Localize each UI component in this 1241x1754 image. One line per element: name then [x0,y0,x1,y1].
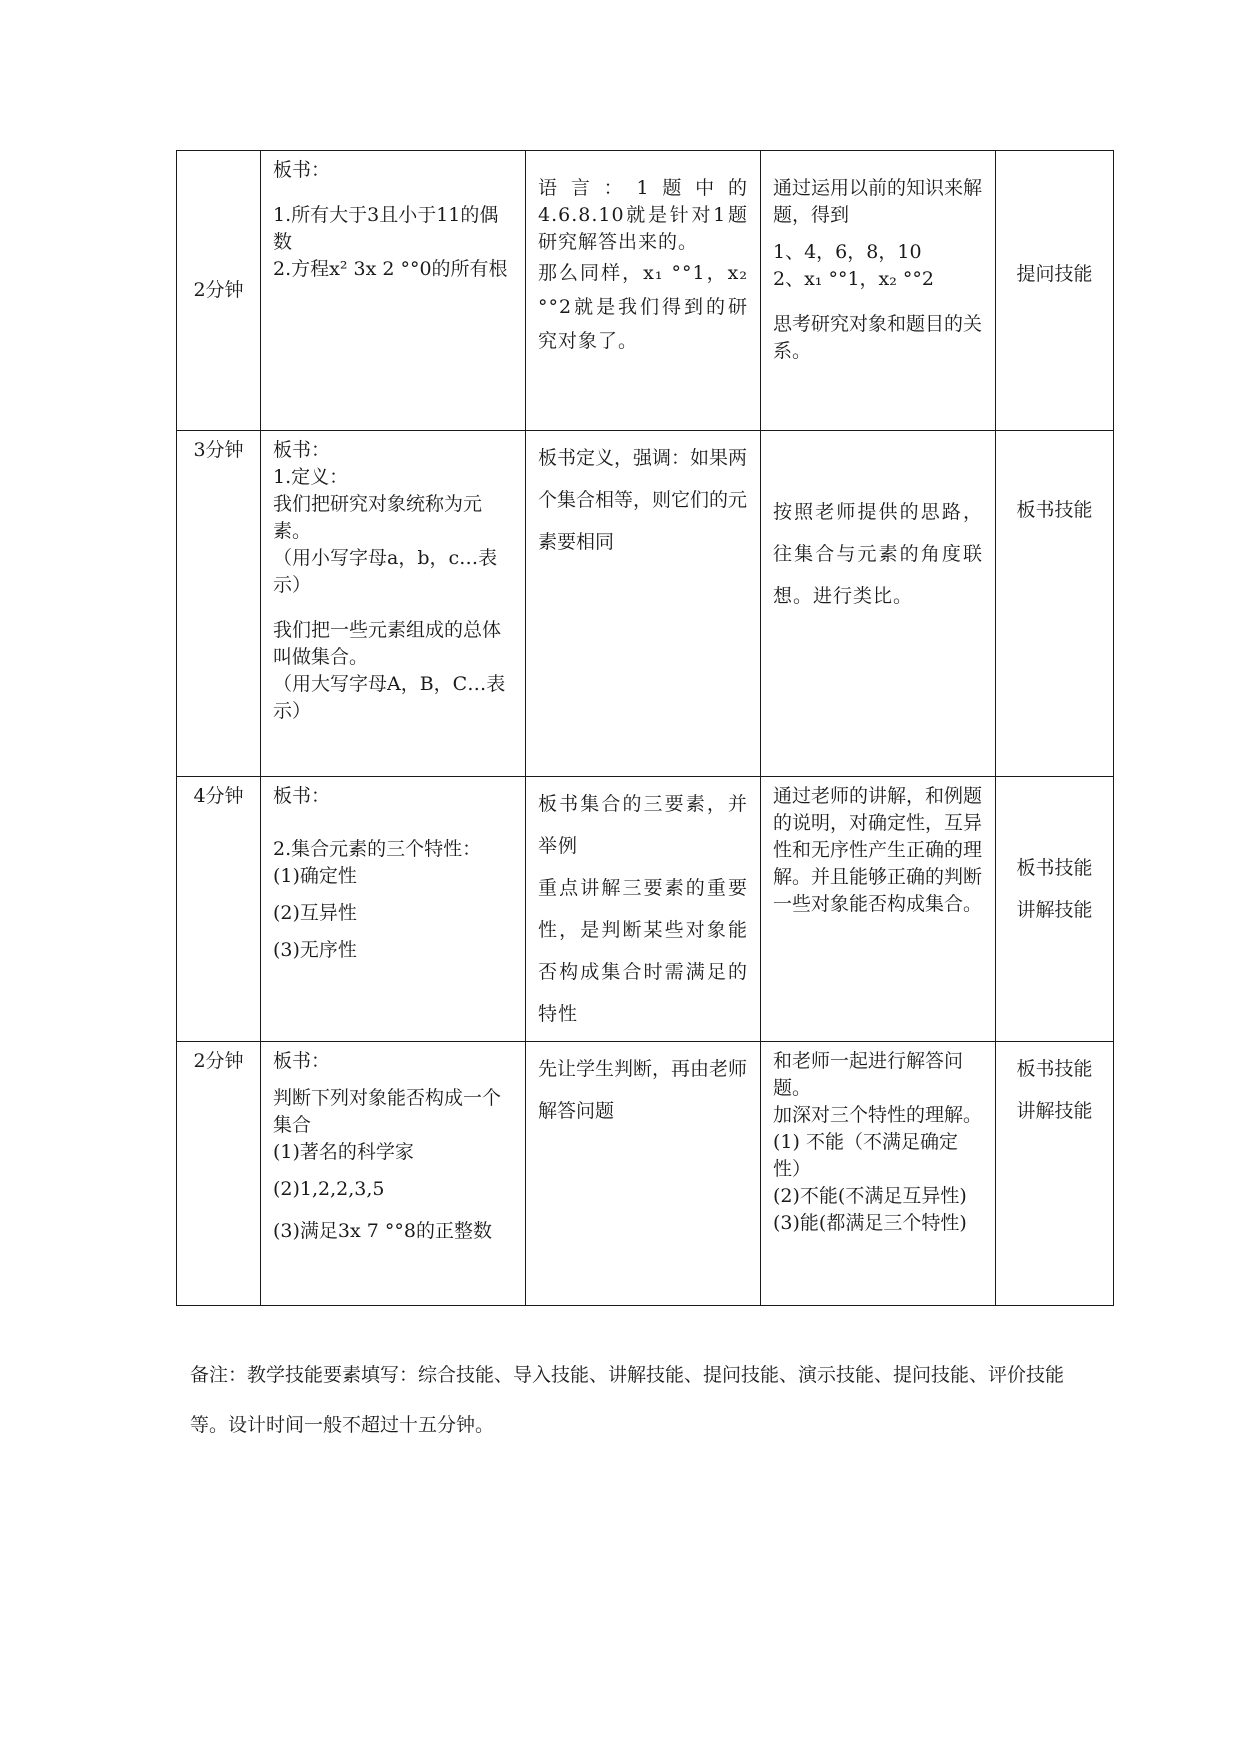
skill-label: 板书技能 [1016,857,1093,879]
teacher-line: 重点讲解三要素的重要性，是判断某些对象能否构成集合时需满足的特性 [538,877,748,1025]
skill-cell [996,431,1114,777]
time-cell [177,431,261,777]
board-line: (3)满足3x 7 °°8的正整数 [273,1220,492,1242]
board-line: (1)确定性 [273,865,357,887]
time-label: 3分钟 [193,439,244,461]
board-line: 板书： [273,785,331,807]
time-label: 2分钟 [193,279,244,301]
student-line: (3)能(都满足三个特性) [773,1212,967,1234]
board-line: 1.所有大于3且小于11的偶数 [273,204,499,253]
board-line: (2)互异性 [273,902,357,924]
time-label: 2分钟 [193,1050,244,1072]
table-row [177,431,1114,777]
remark-note: 备注：教学技能要素填写：综合技能、导入技能、讲解技能、提问技能、演示技能、提问技能、评价技能等。设计时间一般不超过十五分钟。 [190,1364,1065,1436]
board-line: 我们把一些元素组成的总体叫做集合。 [273,619,502,668]
teacher-cell [526,777,761,1042]
time-cell [177,151,261,431]
time-cell [177,1042,261,1306]
teacher-line: 语言：1题中的4.6.8.10就是针对1题研究解答出来的。 [538,177,748,253]
skill-label: 讲解技能 [1016,899,1093,921]
board-line: 2.方程x² 3x 2 °°0的所有根 [273,258,508,280]
teacher-line: 那么同样，x₁ °°1，x₂ °°2就是我们得到的研究对象了。 [538,262,748,352]
board-line: 判断下列对象能否构成一个集合 [273,1087,502,1136]
student-cell [761,431,996,777]
board-cell [261,431,526,777]
board-line: （用小写字母a，b，c…表示） [273,547,498,596]
lesson-plan-table [176,150,1114,1306]
board-cell [261,777,526,1042]
board-line: （用大写字母A，B，C…表示） [273,673,506,722]
skill-cell [996,151,1114,431]
board-line: 板书： [273,439,331,461]
teacher-cell [526,151,761,431]
board-line: (3)无序性 [273,939,357,961]
student-line: (2)不能(不满足互异性) [773,1185,967,1207]
student-line: 按照老师提供的思路，往集合与元素的角度联想。进行类比。 [773,501,983,607]
skill-label: 板书技能 [1016,1058,1093,1080]
board-line: 2.集合元素的三个特性： [273,838,482,860]
skill-label: 提问技能 [1016,263,1093,285]
student-line: 1、4，6，8，10 [773,241,922,263]
skill-cell [996,777,1114,1042]
time-label: 4分钟 [193,785,244,807]
skill-label: 讲解技能 [1016,1100,1093,1122]
board-line: (1)著名的科学家 [273,1141,414,1163]
student-line: 思考研究对象和题目的关系。 [773,313,983,362]
table-row [177,1042,1114,1306]
teacher-cell [526,431,761,777]
board-line: 板书： [273,1050,331,1072]
teacher-line: 板书定义，强调：如果两个集合相等，则它们的元素要相同 [538,447,748,553]
board-cell [261,151,526,431]
student-line: 加深对三个特性的理解。 [773,1104,983,1126]
student-line: 通过运用以前的知识来解题，得到 [773,177,983,226]
table-row [177,151,1114,431]
teacher-line: 板书集合的三要素，并举例 [538,793,748,857]
student-line: 和老师一起进行解答问题。 [773,1050,964,1099]
board-line: (2)1,2,2,3,5 [273,1178,385,1200]
teacher-cell [526,1042,761,1306]
time-cell [177,777,261,1042]
student-line: 2、x₁ °°1，x₂ °°2 [773,268,935,290]
teacher-line: 先让学生判断，再由老师解答问题 [538,1058,748,1122]
skill-label: 板书技能 [1016,499,1093,521]
student-line: (1) 不能（不满足确定性） [773,1131,958,1180]
skill-cell [996,1042,1114,1306]
table-row [177,777,1114,1042]
board-cell [261,1042,526,1306]
student-cell [761,777,996,1042]
board-line: 1.定义： [273,466,349,488]
board-line: 我们把研究对象统称为元素。 [273,493,483,542]
board-line: 板书： [273,159,331,181]
student-cell [761,151,996,431]
student-cell [761,1042,996,1306]
student-line: 通过老师的讲解，和例题的说明，对确定性，互异性和无序性产生正确的理解。并且能够正确的判断一些对象能否构成集合。 [773,785,983,915]
